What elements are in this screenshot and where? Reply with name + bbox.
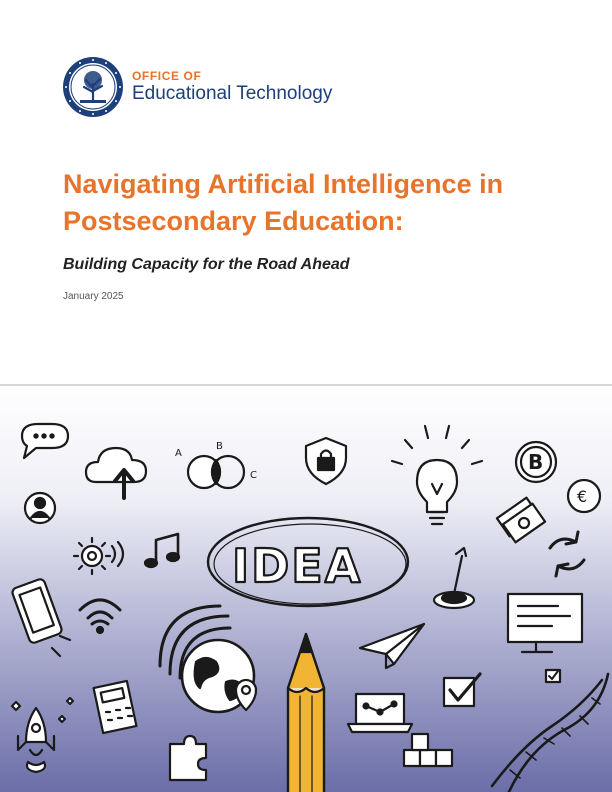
wifi-icon — [80, 600, 120, 633]
calculator-icon — [94, 681, 137, 733]
venn-label-b: B — [216, 441, 223, 452]
office-of-label: OFFICE OF — [132, 69, 202, 83]
dna-icon — [492, 670, 608, 792]
idea-sketch — [208, 518, 408, 606]
svg-text:B: B — [528, 450, 544, 474]
office-logo — [62, 56, 362, 120]
venn-diagram-icon — [175, 441, 257, 488]
office-name-label: Educational Technology — [132, 83, 333, 104]
cover-illustration — [0, 386, 612, 792]
chat-bubble-icon — [22, 424, 68, 458]
user-icon — [25, 493, 55, 523]
report-subtitle: Building Capacity for the Road Ahead — [63, 256, 350, 273]
monitor-icon — [508, 594, 582, 652]
department-seal-icon — [62, 56, 124, 118]
cloud-upload-icon — [86, 448, 146, 498]
music-note-icon — [145, 534, 179, 567]
smartphone-icon — [11, 578, 70, 656]
puzzle-icon — [170, 736, 206, 780]
checkbox-icon — [444, 674, 480, 706]
svg-text:€: € — [577, 487, 588, 506]
idea-word: IDEA — [232, 539, 363, 593]
cubes-icon — [404, 734, 452, 766]
report-title: Navigating Artificial Intelligence in Postsecondary Education: — [63, 169, 504, 236]
euro-coin-icon — [568, 480, 600, 512]
gear-icon — [74, 538, 123, 574]
pencil-icon — [288, 634, 324, 792]
laptop-icon — [348, 694, 412, 732]
venn-label-a: A — [175, 448, 182, 459]
shield-lock-icon — [306, 438, 346, 484]
paper-plane-icon — [360, 624, 424, 668]
rocket-icon — [12, 698, 73, 772]
report-date: January 2025 — [63, 291, 124, 302]
bitcoin-icon — [516, 442, 556, 482]
refresh-icon — [550, 532, 584, 576]
lightbulb-icon — [392, 426, 482, 524]
target-icon — [434, 548, 474, 608]
money-icon — [497, 498, 545, 543]
venn-label-c: C — [250, 470, 257, 481]
office-name — [132, 69, 332, 105]
